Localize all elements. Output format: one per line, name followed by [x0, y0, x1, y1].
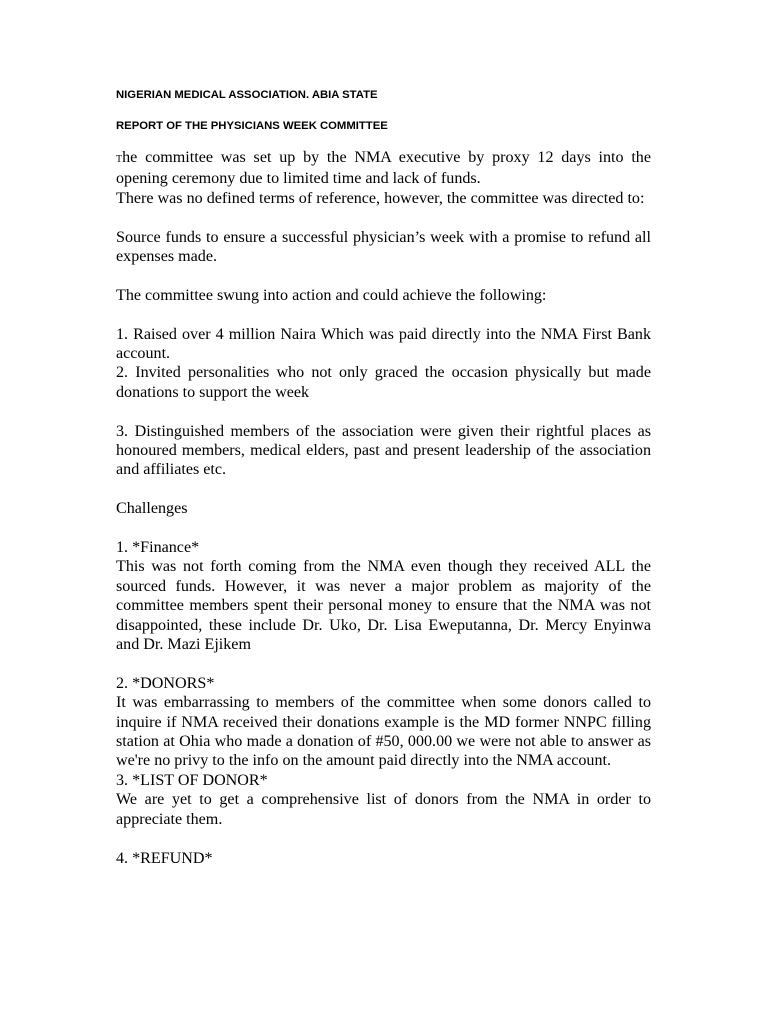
spacer — [116, 829, 651, 848]
spacer — [116, 208, 651, 227]
challenge-text-list-of-donor: We are yet to get a comprehensive list of donors from the NMA in order to appreciate them. — [116, 791, 651, 828]
spacer — [116, 266, 651, 285]
challenge-heading-list-of-donor: 3. *LIST OF DONOR* — [116, 771, 268, 789]
report-title: REPORT OF THE PHYSICIANS WEEK COMMITTEE — [116, 120, 388, 132]
intro-paragraph-2: There was no defined terms of reference, however, the committee was directed to: — [116, 189, 645, 207]
challenge-text-finance: This was not forth coming from the NMA even though they received ALL the sourced funds. However, it was never a major problem as majority of the committee members spent their personal money to ensure that the NMA was not disappointed, these include Dr. Uko, Dr. Lisa Eweputanna, Dr. Mercy Enyinwa and Dr. Mazi Ejikem — [116, 558, 651, 654]
spacer — [116, 480, 651, 499]
challenge-heading-donors: 2. *DONORS* — [116, 674, 215, 692]
spacer — [116, 519, 651, 538]
report-body — [116, 148, 651, 868]
intro-paragraph-1 — [116, 148, 651, 189]
achievement-item-1: 1. Raised over 4 million Naira Which was paid directly into the NMA First Bank account. — [116, 325, 651, 363]
intro-paragraph-3: Source funds to ensure a successful physician’s week with a promise to refund all expenses made. — [116, 228, 651, 266]
challenge-text-donors: It was embarrassing to members of the committee when some donors called to inquire if NMA received their donations example is the MD former NNPC filling station at Ohia who made a donation of #50, 000.00 we were not able to answer as we're no privy to the info on the amount paid directly into the NMA account. — [116, 694, 651, 770]
association-title: NIGERIAN MEDICAL ASSOCIATION. ABIA STATE — [116, 89, 378, 101]
spacer — [116, 305, 651, 324]
intro-paragraph-1-text: he committee was set up by the NMA executive by proxy 12 days into the opening ceremony due to limited time and lack of funds. — [116, 149, 651, 188]
spacer — [116, 654, 651, 673]
spacer — [116, 402, 651, 421]
achievement-item-2: 2. Invited personalities who not only graced the occasion physically but made donations to support the week — [116, 364, 651, 401]
achievement-item-3: 3. Distinguished members of the association were given their rightful places as honoured members, medical elders, past and present leadership of the association and affiliates etc. — [116, 422, 651, 479]
intro-paragraph-4: The committee swung into action and could achieve the following: — [116, 286, 547, 304]
challenge-heading-finance: 1. *Finance* — [116, 539, 200, 557]
challenges-heading: Challenges — [116, 500, 188, 518]
challenge-heading-refund: 4. *REFUND* — [116, 849, 213, 867]
intro-first-letter: T — [116, 154, 123, 165]
